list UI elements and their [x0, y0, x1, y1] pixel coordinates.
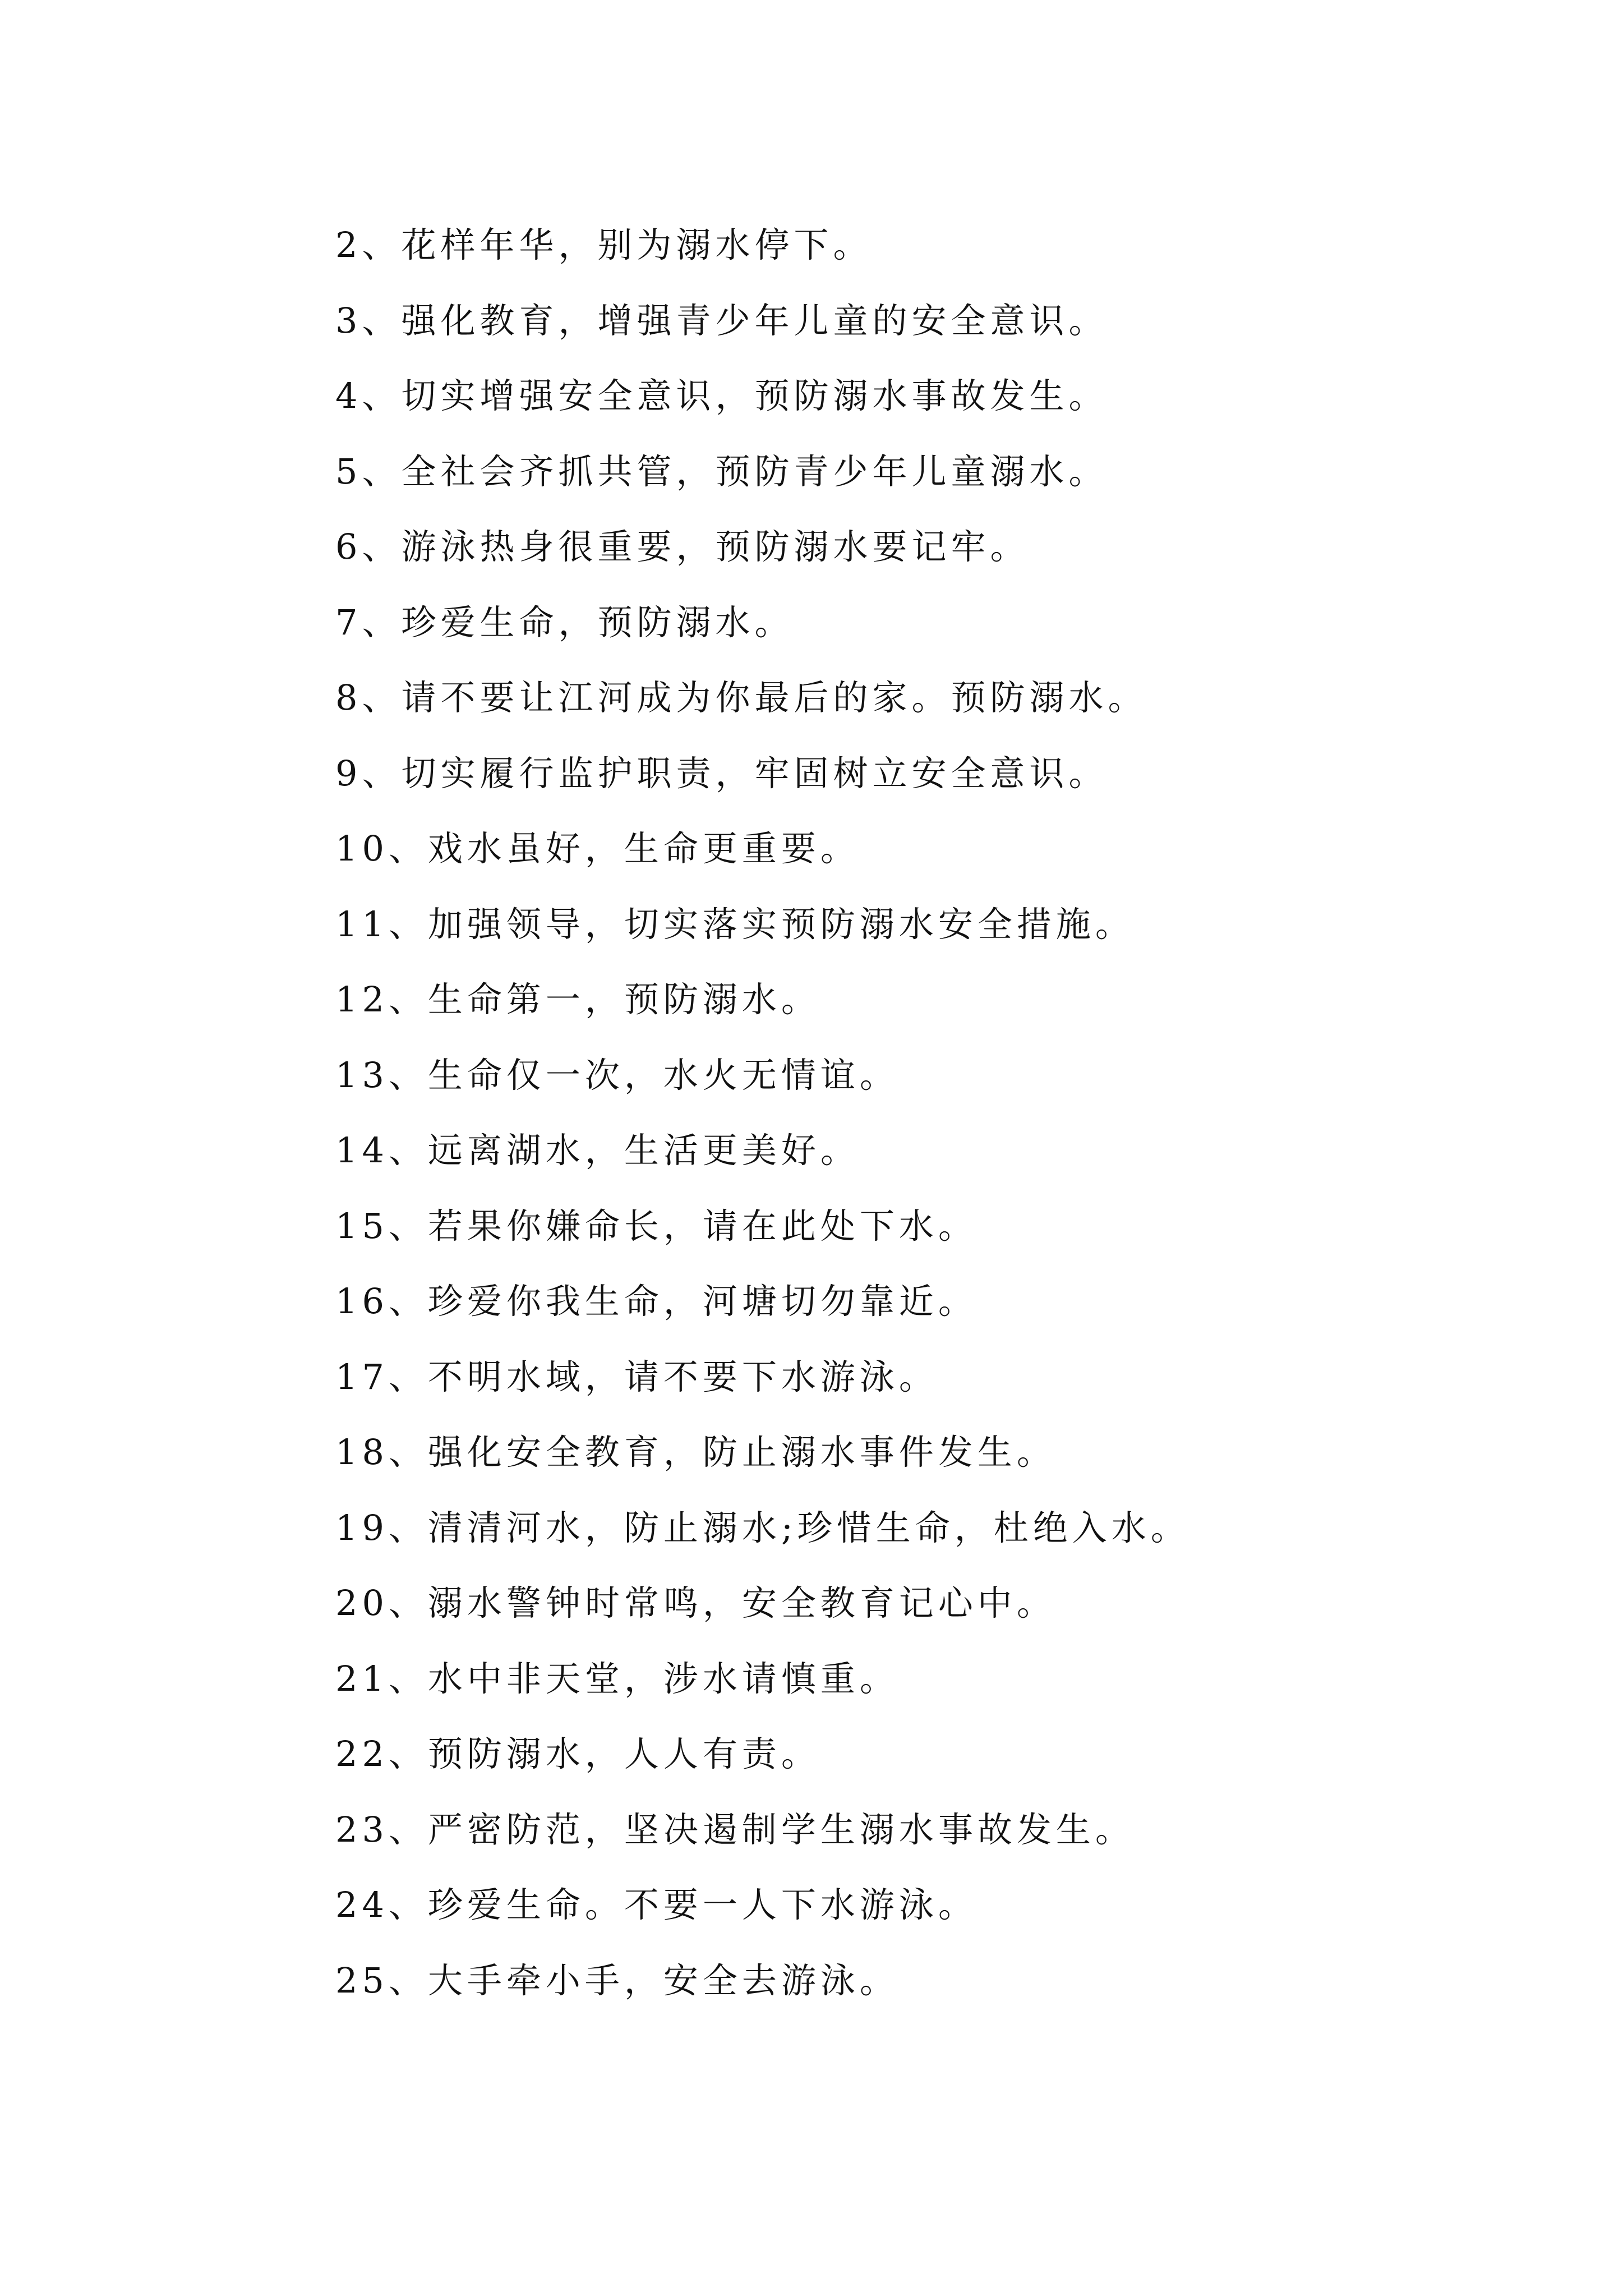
slogan-line: 16、珍爱你我生命，河塘切勿靠近。 [335, 1281, 978, 1322]
slogan-line: 15、若果你嫌命长，请在此处下水。 [335, 1205, 978, 1246]
slogan-line: 21、水中非天堂，涉水请慎重。 [335, 1658, 899, 1699]
slogan-line: 7、珍爱生命，预防溺水。 [335, 601, 794, 643]
slogan-line: 24、珍爱生命。不要一人下水游泳。 [335, 1884, 978, 1925]
slogan-line: 14、远离湖水，生活更美好。 [335, 1130, 860, 1171]
slogan-list [335, 220, 1190, 2031]
slogan-line: 22、预防溺水，人人有责。 [335, 1733, 820, 1774]
slogan-line: 4、切实增强安全意识，预防溺水事故发生。 [335, 375, 1108, 416]
slogan-line: 9、切实履行监护职责，牢固树立安全意识。 [335, 752, 1108, 794]
slogan-line: 10、戏水虽好，生命更重要。 [335, 828, 860, 869]
slogan-line: 8、请不要让江河成为你最后的家。预防溺水。 [335, 677, 1147, 718]
slogan-line: 23、严密防范，坚决遏制学生溺水事故发生。 [335, 1809, 1135, 1850]
slogan-line: 5、全社会齐抓共管，预防青少年儿童溺水。 [335, 450, 1108, 492]
slogan-line: 17、不明水域，请不要下水游泳。 [335, 1356, 938, 1397]
slogan-line: 19、清清河水，防止溺水;珍惜生命，杜绝入水。 [335, 1507, 1190, 1548]
slogan-line: 2、花样年华，别为溺水停下。 [335, 224, 873, 265]
slogan-line: 25、大手牵小手，安全去游泳。 [335, 1959, 899, 2001]
slogan-line: 6、游泳热身很重要，预防溺水要记牢。 [335, 526, 1030, 567]
slogan-line: 18、强化安全教育，防止溺水事件发生。 [335, 1432, 1056, 1473]
slogan-line: 12、生命第一，预防溺水。 [335, 979, 820, 1020]
slogan-line: 13、生命仅一次，水火无情谊。 [335, 1054, 899, 1096]
slogan-line: 11、加强领导，切实落实预防溺水安全措施。 [335, 903, 1135, 945]
slogan-line: 3、强化教育，增强青少年儿童的安全意识。 [335, 300, 1108, 341]
slogan-line: 20、溺水警钟时常鸣，安全教育记心中。 [335, 1582, 1056, 1623]
